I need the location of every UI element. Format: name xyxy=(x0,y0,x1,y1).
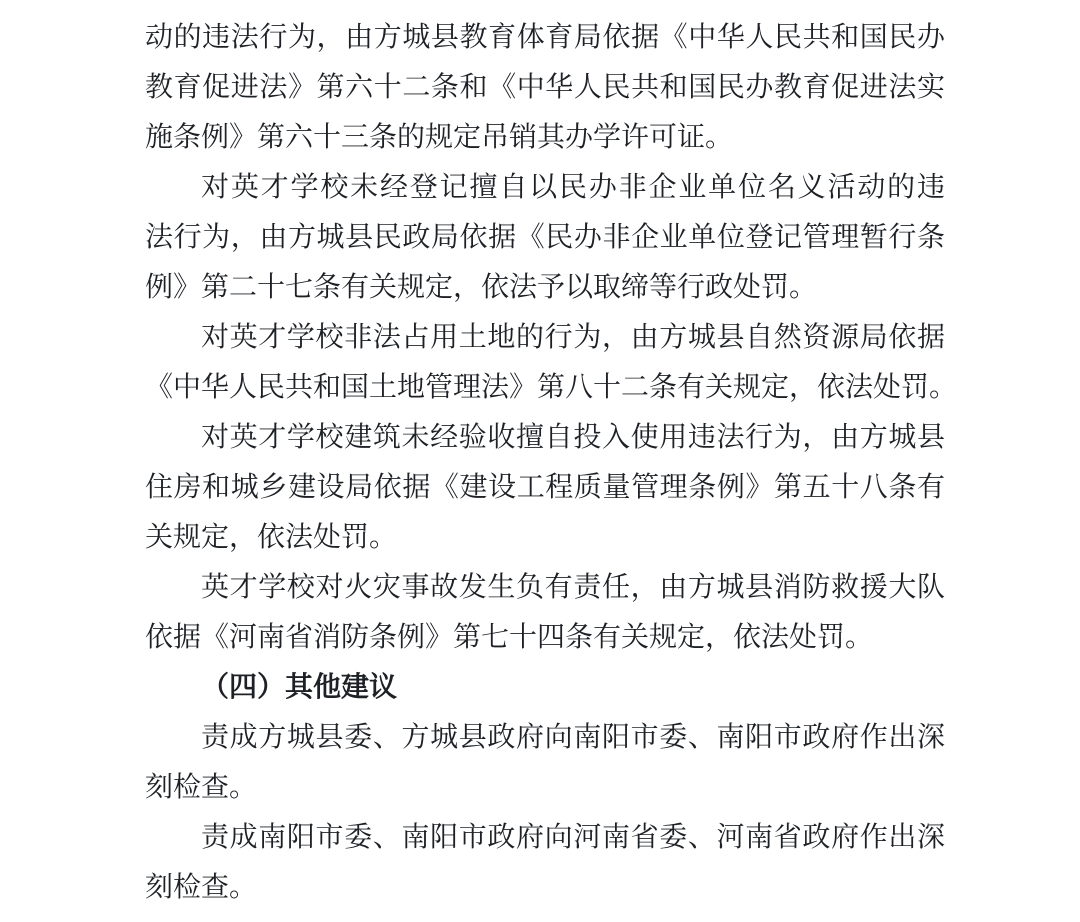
doc-line: 依据《河南省消防条例》第七十四条有关规定，依法处罚。 xyxy=(145,622,874,653)
section-heading: （四）其他建议 xyxy=(201,672,398,703)
doc-line: 对英才学校非法占用土地的行为，由方城县自然资源局依据 xyxy=(201,322,945,353)
doc-line: 关规定，依法处罚。 xyxy=(145,522,398,553)
document-page xyxy=(145,13,958,913)
doc-line: 施条例》第六十三条的规定吊销其办学许可证。 xyxy=(145,122,734,153)
doc-line: 住房和城乡建设局依据《建设工程质量管理条例》第五十八条有 xyxy=(145,472,945,503)
doc-line: 责成南阳市委、南阳市政府向河南省委、河南省政府作出深 xyxy=(201,822,945,853)
doc-line: 刻检查。 xyxy=(145,772,258,803)
doc-line: 动的违法行为，由方城县教育体育局依据《中华人民共和国民办 xyxy=(145,22,945,53)
doc-line: 法行为，由方城县民政局依据《民办非企业单位登记管理暂行条 xyxy=(145,222,945,253)
doc-line: 责成方城县委、方城县政府向南阳市委、南阳市政府作出深 xyxy=(201,722,945,753)
doc-line: 《中华人民共和国土地管理法》第八十二条有关规定，依法处罚。 xyxy=(145,372,958,403)
doc-line: 刻检查。 xyxy=(145,872,258,903)
doc-line: 例》第二十七条有关规定，依法予以取缔等行政处罚。 xyxy=(145,272,818,303)
doc-line: 对英才学校建筑未经验收擅自投入使用违法行为，由方城县 xyxy=(201,422,945,453)
doc-line: 英才学校对火灾事故发生负有责任，由方城县消防救援大队 xyxy=(201,572,945,603)
doc-line: 对英才学校未经登记擅自以民办非企业单位名义活动的违 xyxy=(201,172,945,203)
doc-line: 教育促进法》第六十二条和《中华人民共和国民办教育促进法实 xyxy=(145,72,945,103)
